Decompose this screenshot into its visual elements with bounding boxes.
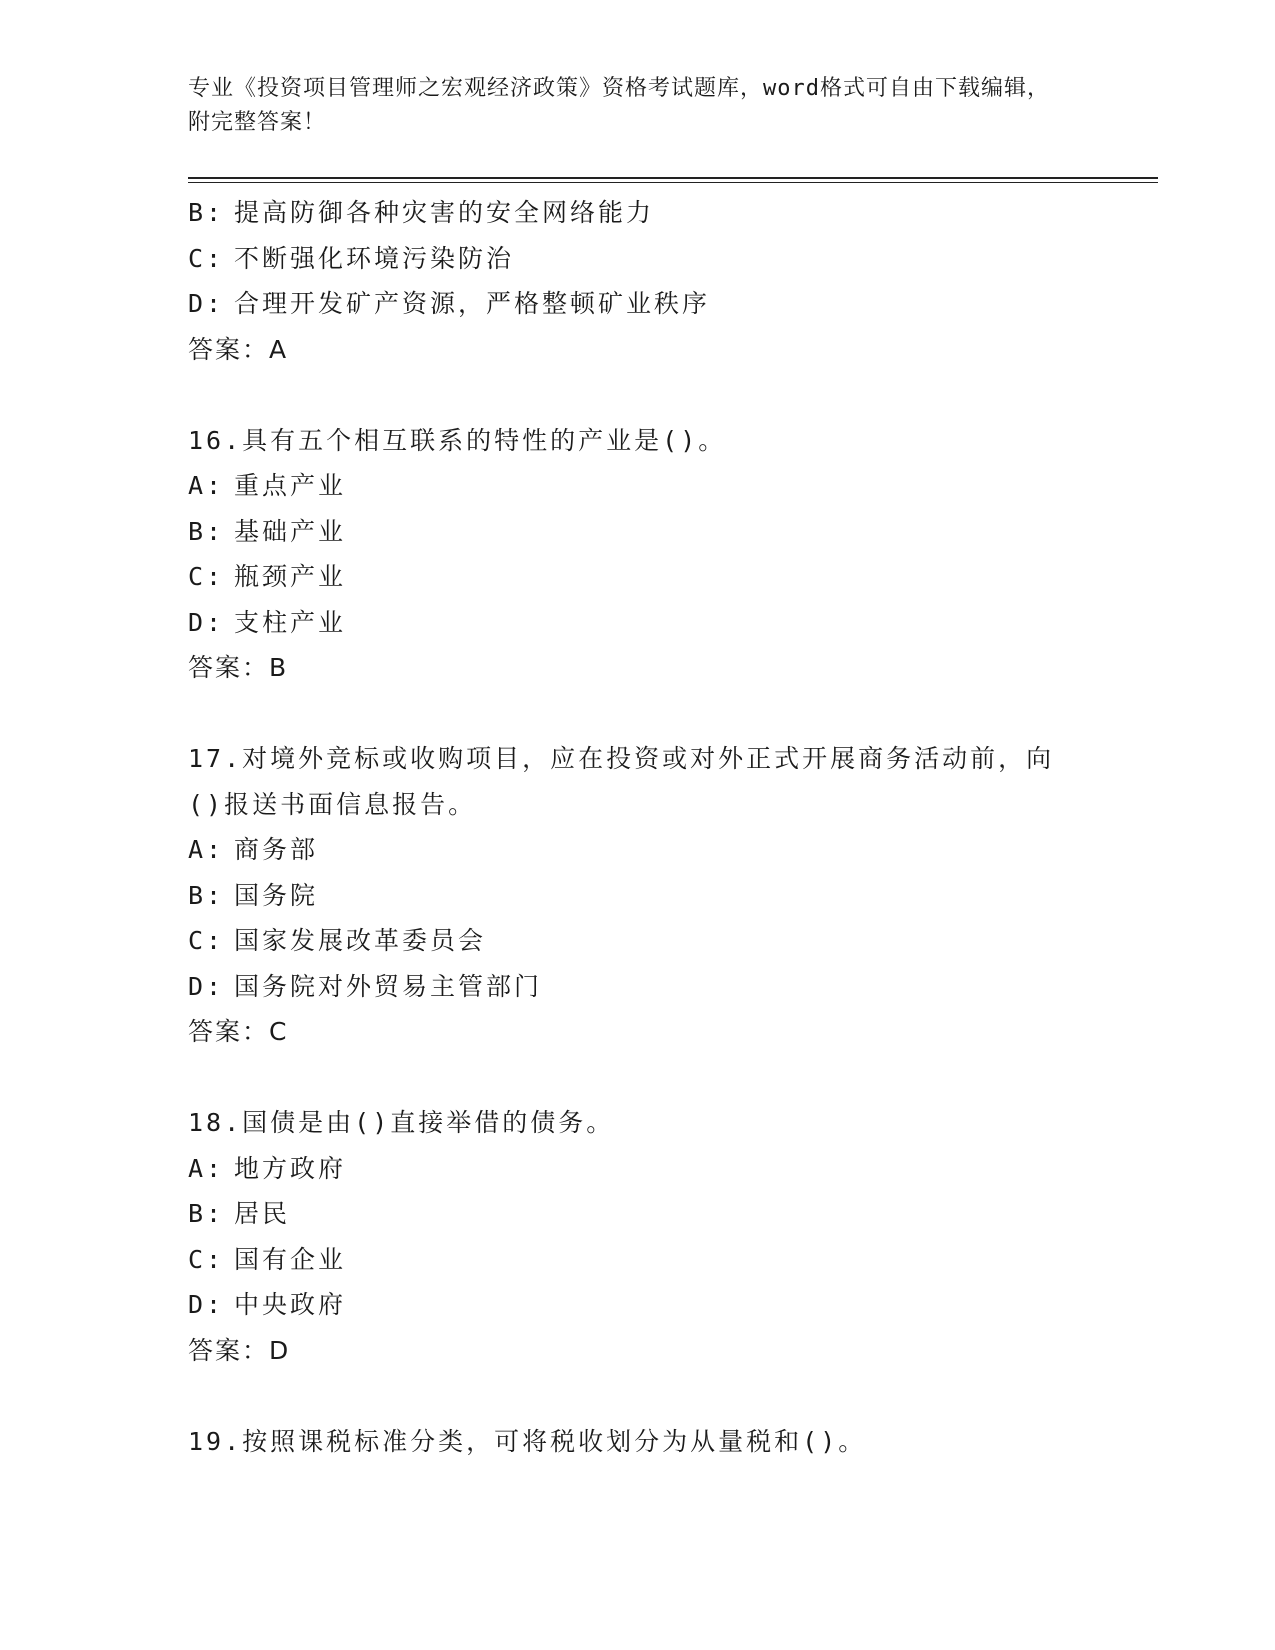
option-b	[188, 509, 1088, 555]
option-text: 地方政府	[234, 1153, 347, 1183]
option-letter: B:	[188, 198, 225, 227]
option-a	[188, 827, 1088, 873]
question-block-18	[188, 1100, 1088, 1373]
option-text: 瓶颈产业	[234, 562, 347, 591]
option-text: 国务院对外贸易主管部门	[234, 971, 543, 1001]
option-d	[188, 1282, 1088, 1328]
answer-line: 答案：D	[188, 1335, 291, 1365]
option-letter: D:	[188, 971, 225, 1001]
option-text: 合理开发矿产资源，严格整顿矿业秩序	[234, 289, 711, 318]
option-text: 基础产业	[234, 516, 347, 546]
option-letter: B:	[188, 516, 225, 546]
answer-line: 答案：C	[188, 1017, 289, 1046]
option-d	[188, 281, 1088, 327]
option-text: 重点产业	[234, 471, 347, 500]
question-stem-line-2: ()报送书面信息报告。	[188, 789, 477, 819]
question-block-16	[188, 418, 1088, 691]
option-text: 国家发展改革委员会	[234, 926, 487, 955]
option-letter: D:	[188, 289, 225, 318]
option-c	[188, 918, 1088, 964]
option-letter: D:	[188, 1290, 225, 1319]
option-letter: B:	[188, 1199, 225, 1228]
option-text: 不断强化环境污染防治	[234, 243, 515, 273]
option-text: 居民	[234, 1199, 291, 1228]
option-text: 支柱产业	[234, 607, 347, 637]
question-list	[188, 190, 1088, 1464]
option-b	[188, 873, 1088, 919]
option-letter: C:	[188, 562, 225, 591]
question-block-17	[188, 736, 1088, 1055]
option-letter: C:	[188, 926, 225, 955]
answer-line: 答案：A	[188, 334, 289, 364]
option-text: 提高防御各种灾害的安全网络能力	[234, 198, 655, 227]
option-text: 中央政府	[234, 1290, 347, 1319]
option-c	[188, 554, 1088, 600]
option-b	[188, 1191, 1088, 1237]
option-letter: A:	[188, 471, 225, 500]
question-block-continued	[188, 190, 1088, 372]
option-text: 商务部	[234, 835, 319, 864]
header-title: 专业《投资项目管理师之宏观经济政策》资格考试题库，word格式可自由下载编辑，附完整答案！	[188, 76, 1050, 135]
option-letter: C:	[188, 1244, 225, 1274]
option-letter: C:	[188, 243, 225, 273]
option-d	[188, 600, 1088, 646]
option-c	[188, 1237, 1088, 1283]
question-stem: 16.具有五个相互联系的特性的产业是()。	[188, 425, 727, 455]
answer-line: 答案：B	[188, 653, 289, 682]
option-c	[188, 236, 1088, 282]
header-divider-thick	[188, 177, 1158, 179]
option-letter: B:	[188, 880, 225, 910]
question-stem-line-1: 17.对境外竞标或收购项目，应在投资或对外正式开展商务活动前，向	[188, 744, 1055, 773]
option-d	[188, 964, 1088, 1010]
option-a	[188, 1146, 1088, 1192]
option-letter: D:	[188, 607, 225, 637]
document-header	[188, 72, 1068, 140]
question-stem: 18.国债是由()直接举借的债务。	[188, 1108, 615, 1137]
question-block-19	[188, 1419, 1088, 1465]
option-letter: A:	[188, 835, 225, 864]
header-divider-thin	[188, 182, 1158, 183]
question-stem: 19.按照课税标准分类，可将税收划分为从量税和()。	[188, 1426, 867, 1456]
option-text: 国务院	[234, 880, 319, 910]
option-b	[188, 190, 1088, 236]
option-a	[188, 463, 1088, 509]
option-text: 国有企业	[234, 1244, 347, 1274]
option-letter: A:	[188, 1153, 225, 1183]
